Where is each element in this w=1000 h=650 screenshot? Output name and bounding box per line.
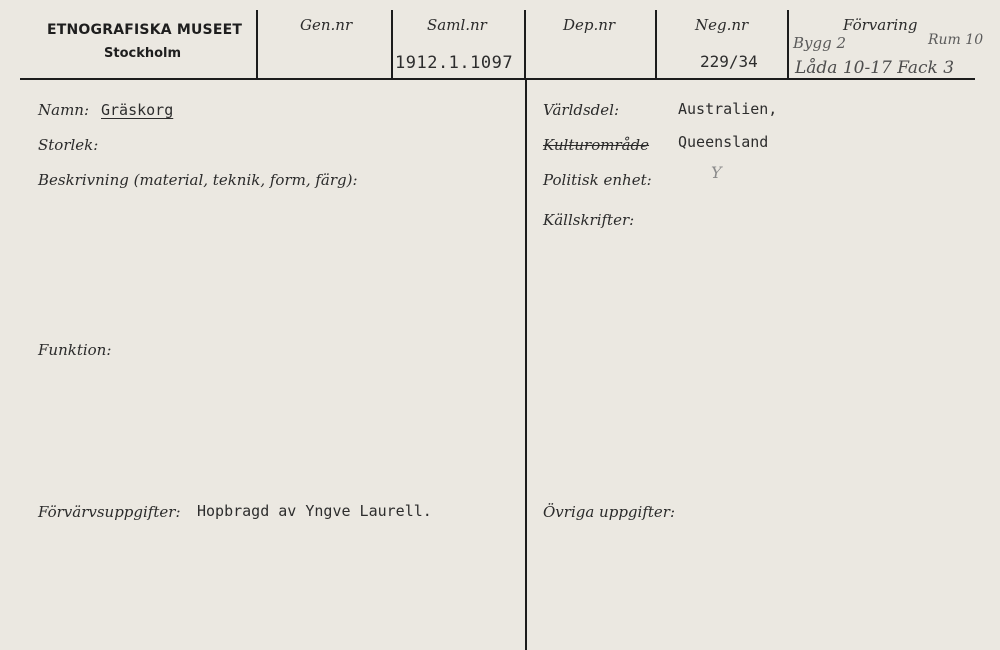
header-divider-4	[655, 10, 657, 78]
header-divider-2	[391, 10, 393, 78]
storlek-label: Storlek:	[38, 136, 99, 154]
forvarv-value: Hopbragd av Yngve Laurell.	[197, 502, 432, 520]
forvaring-note-room: Rum 10	[928, 32, 984, 48]
check-mark: Y	[711, 163, 722, 182]
header-divider-3	[524, 10, 526, 78]
kulturomrade-label-struck: Kulturområde	[543, 136, 650, 154]
header-rule	[20, 78, 975, 80]
kallskrifter-label: Källskrifter:	[543, 211, 635, 229]
saml-nr-value: 1912.1.1097	[395, 53, 514, 73]
kulturomrade-value: Queensland	[678, 133, 769, 151]
varldsdel-label: Världsdel:	[543, 101, 619, 119]
gen-nr-label: Gen.nr	[300, 16, 353, 34]
neg-nr-value: 229/34	[700, 52, 758, 71]
namn-value: Gräskorg	[101, 101, 174, 119]
beskrivning-label: Beskrivning (material, teknik, form, färg):	[38, 171, 358, 189]
dep-nr-label: Dep.nr	[563, 16, 616, 34]
header-divider-5	[787, 10, 789, 78]
forvaring-note-drawer: Låda 10-17 Fack 3	[795, 58, 955, 78]
forvaring-note-building: Bygg 2	[793, 34, 847, 52]
ovriga-label: Övriga uppgifter:	[543, 503, 675, 521]
funktion-label: Funktion:	[38, 341, 112, 359]
varldsdel-value: Australien,	[678, 100, 778, 118]
saml-nr-label: Saml.nr	[427, 16, 487, 34]
politisk-enhet-label: Politisk enhet:	[543, 171, 652, 189]
center-divider	[525, 80, 527, 650]
header-divider-1	[256, 10, 258, 78]
namn-label: Namn:	[38, 101, 90, 119]
neg-nr-label: Neg.nr	[695, 16, 749, 34]
museum-name: ETNOGRAFISKA MUSEET	[47, 22, 243, 38]
forvarv-label: Förvärvsuppgifter:	[38, 503, 181, 521]
museum-city: Stockholm	[104, 46, 182, 61]
forvaring-label: Förvaring	[843, 16, 918, 34]
